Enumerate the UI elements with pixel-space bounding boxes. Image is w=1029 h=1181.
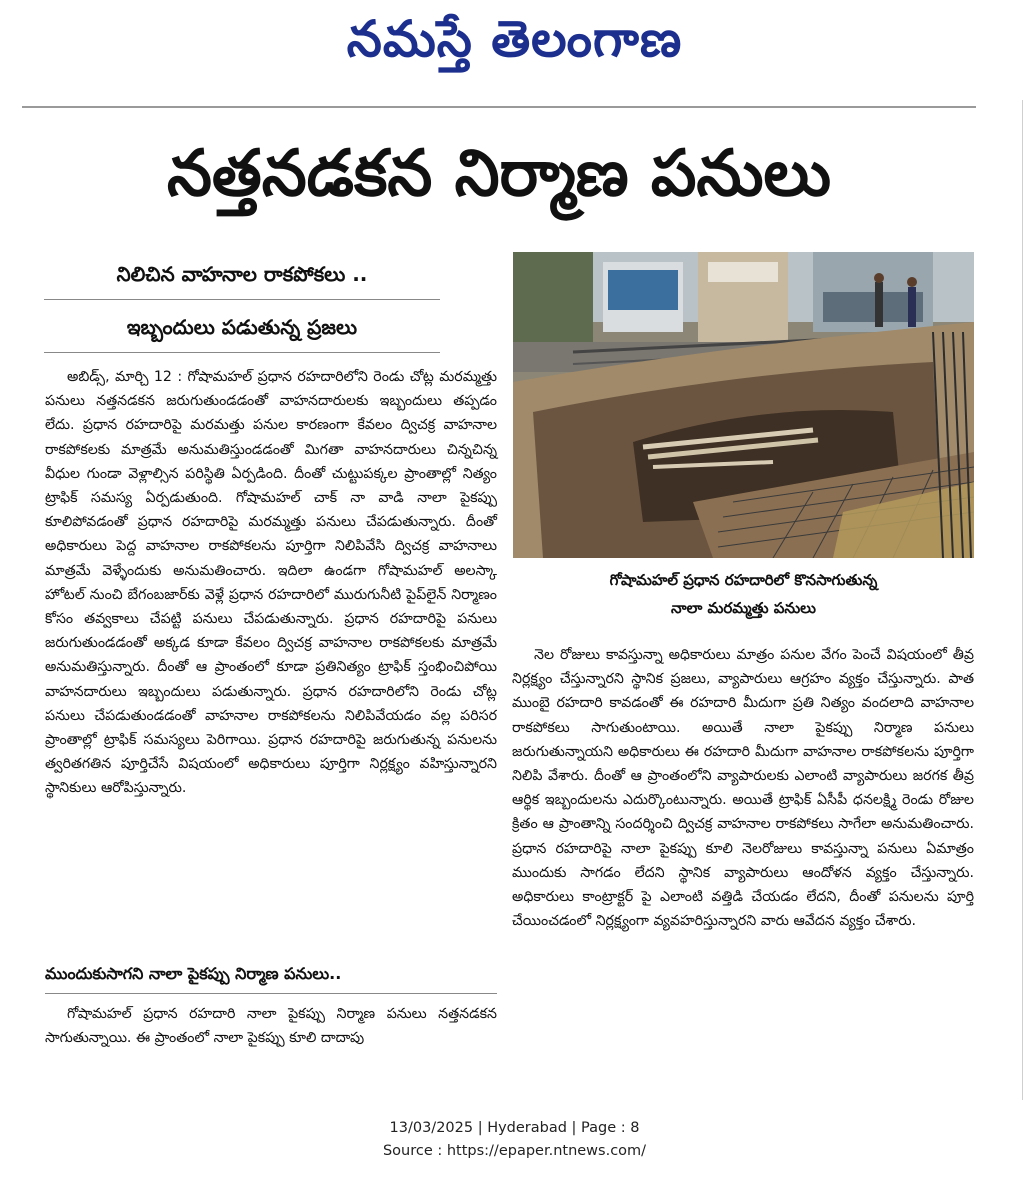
page-edge-line — [1022, 100, 1023, 1100]
article-subheading-2: ఇబ్బందులు పడుతున్న ప్రజలు — [126, 315, 358, 339]
footer-date-line: 13/03/2025 | Hyderabad | Page : 8 — [389, 1120, 640, 1136]
subheading-divider-1 — [44, 299, 440, 300]
minihead-divider — [45, 993, 497, 994]
footer-source-link[interactable]: Source : https://epaper.ntnews.com/ — [382, 1143, 647, 1159]
article-column-1-tail — [45, 1002, 497, 1050]
article-minihead: ముందుకుసాగని నాలా పైకప్పు నిర్మాణ పనులు.. — [45, 964, 342, 983]
masthead-divider — [22, 106, 976, 108]
article-column-1 — [45, 365, 497, 801]
column-2-paragraph: నెల రోజులు కావస్తున్నా అధికారులు మాత్రం పనుల వేగం పెంచే విషయంలో తీవ్ర నిర్లక్ష్యం చేస్తున్నారని స్థానిక ప్రజలు, వ్యాపారులు ఆగ్రహం వ్యక్తం చేస్తున్నారు. పాత ముంబై రహదారి కావడంతో ఈ రహదారి మీదుగా ప్రతి నిత్యం వందలాది వాహనాల రాకపోకలు సాగుతుంటాయి. అయితే నాలా పైకప్పు నిర్మాణ పనులు జరుగుతున్నాయని అధికారులు ఈ రహదారి మీదుగా వాహనాల రాకపోకలను పూర్తిగా నిలిపి వేశారు. దీంతో ఆ ప్రాంతంలోని వ్యాపారులకు ఎలాంటి వ్యాపారులు జరగక తీవ్ర ఆర్థిక ఇబ్బందులను ఎదుర్కొంటున్నారు. అయితే ట్రాఫిక్ ఏసీపీ ధనలక్ష్మి రెండు రోజుల క్రితం ఆ ప్రాంతాన్ని సందర్శించి ద్విచక్ర వాహనాల రాకపోకలు సాగేలా అనుమతించారు. ప్రధాన రహదారిపై నాలా పైకప్పు కూలి నెలరోజులు కావస్తున్నా పనులు ఏమాత్రం ముందుకు సాగడం లేదని స్థానిక వ్యాపారులు ఆందోళన వ్యక్తం చేస్తున్నారు. అధికారులు కాంట్రాక్టర్ పై ఎలాంటి వత్తిడి చేయడం లేదని, దీంతో పనులను పూర్తి చేయించడంలో నిర్లక్ష్యంగా వ్యవహరిస్తున్నారని వారు ఆవేదన వ్యక్తం చేశారు. — [512, 647, 974, 930]
article-headline: నత్తనడకన నిర్మాణ పనులు — [166, 137, 832, 211]
page-footer — [0, 1117, 1029, 1163]
article-column-2 — [512, 643, 974, 933]
column-1-tail-paragraph: గోషామహల్ ప్రధాన రహదారి నాలా పైకప్పు నిర్మాణ పనులు నత్తనడకన సాగుతున్నాయి. ఈ ప్రాంతంలో నాలా పైకప్పు కూలి దాదాపు — [45, 1006, 497, 1047]
column-1-paragraph: అబిడ్స్, మార్చి 12 : గోషామహల్ ప్రధాన రహదారిలోని రెండు చోట్ల మరమ్మత్తు పనులు నత్తనడకన జరుగుతుండడంతో వాహనదారులకు ఇబ్బందులు తప్పడం లేదు. ప్రధాన రహదారిపై మరమత్తు పనుల కారణంగా కేవలం ద్విచక్ర వాహనాల రాకపోకలకు మాత్రమే అనుమతిస్తుండడంతో మిగతా వాహనదారులు చిన్నచిన్న వీధుల గుండా వెళ్లాల్సిన పరిస్థితి ఏర్పడింది. దీంతో చుట్టుపక్కల ప్రాంతాల్లో నిత్యం ట్రాఫిక్ సమస్య ఏర్పడుతుంది. గోషామహల్ చాక్ నా వాడి నాలా పైకప్పు కూలిపోవడంతో ప్రధాన రహదారిపై మరమ్మత్తు పనులు చేపడుతున్నారు. దీంతో అధికారులు పెద్ద వాహనాల రాకపోకలను పూర్తిగా నిలిపివేసి ద్విచక్ర వాహనాలు మాత్రమే వెళ్ళేందుకు అనుమతించారు. ఇదిలా ఉండగా గోషామహల్ అలస్కా హోటల్ నుంచి బేగంబజార్‌కు వెళ్లే ప్రధాన రహదారిలో మురుగునీటి పైప్‌లైన్ నిర్మాణం కోసం తవ్వకాలు చేపట్టి పనులు చేపడుతున్నారు. ప్రధాన రహదారిపై పనులు జరుగుతుండడంతో అక్కడ కూడా కేవలం ద్విచక్ర వాహనాల రాకపోకలకు మాత్రమే అనుమతిస్తున్నారు. దీంతో ఆ ప్రాంతంలో కూడా ప్రతినిత్యం ట్రాఫిక్ స్తంభించిపోయి వాహనదారులు ఇబ్బందులు పడుతున్నారు. ప్రధాన రహదారిలోని రెండు చోట్ల పనులు చేపడుతుండడంతో వాహనాల రాకపోకలను నిలిపివేయడం వల్ల పరిసర ప్రాంతాల్లో ట్రాఫిక్ సమస్యలు పెరిగాయి. ప్రధాన రహదారిపై జరుగుతున్న పనులను త్వరితగతిన పూర్తిచేసే విషయంలో అధికారులు పూర్తిగా నిర్లక్ష్యం వహిస్తున్నారని స్థానికులు ఆరోపిస్తున్నారు. — [45, 369, 497, 797]
photo-caption-line-1: గోషామహల్ ప్రధాన రహదారిలో కొనసాగుతున్న — [609, 571, 878, 589]
photo-caption-line-2: నాలా మరమ్మత్తు పనులు — [671, 599, 816, 617]
photo-caption — [513, 566, 974, 622]
newspaper-logo: నమస్తే తెలంగాణ — [346, 9, 683, 68]
masthead — [0, 8, 1029, 70]
news-photo — [513, 252, 974, 558]
article-subheading-1: నిలిచిన వాహనాల రాకపోకలు .. — [116, 262, 368, 286]
photo-illustration — [513, 252, 974, 558]
subheading-divider-2 — [44, 352, 440, 353]
